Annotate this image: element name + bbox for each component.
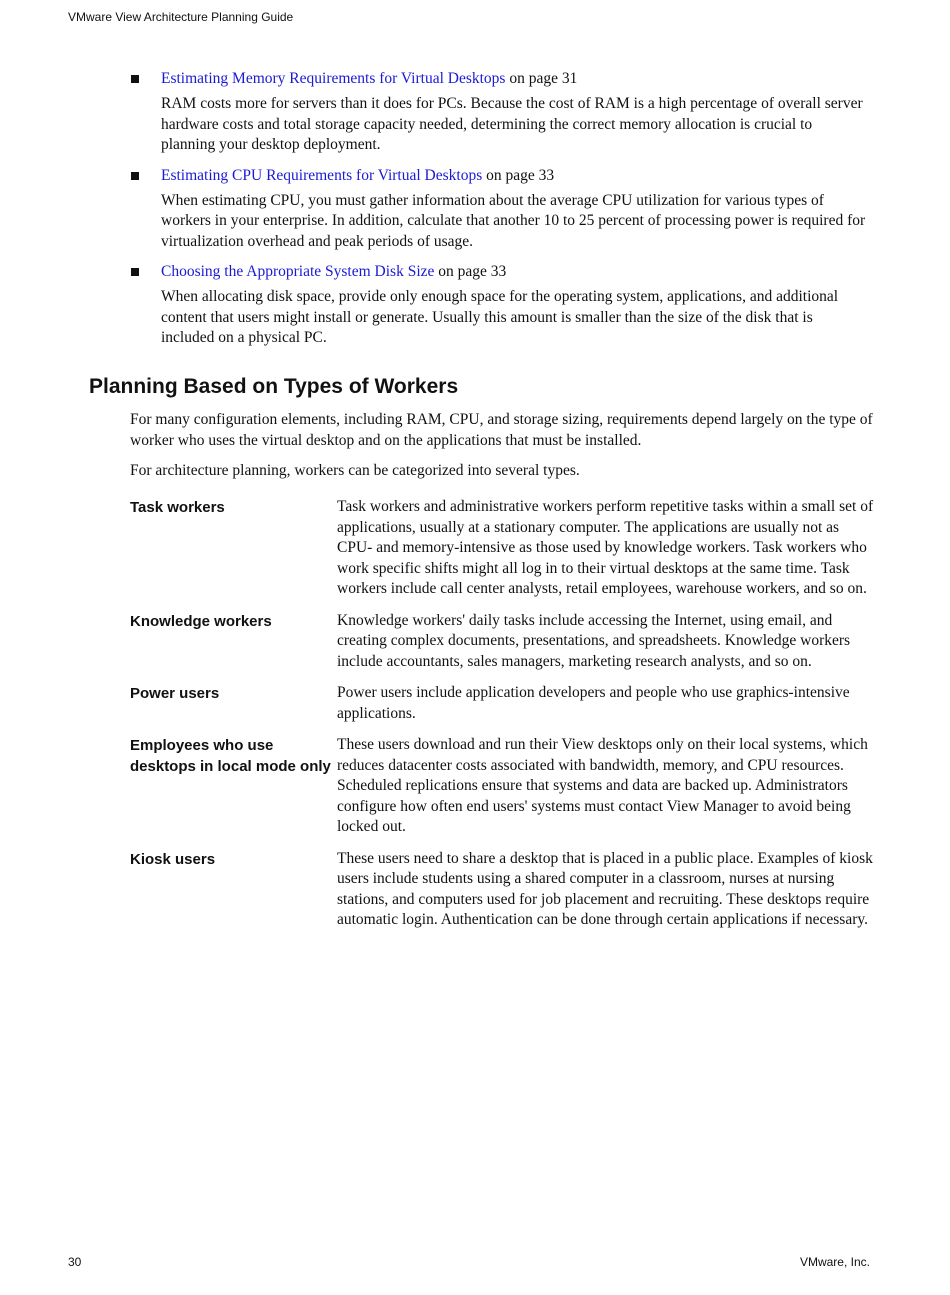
memory-requirements-link[interactable]: Estimating Memory Requirements for Virtual Desktops: [161, 70, 506, 87]
list-item: [128, 69, 868, 156]
worker-type-term: Knowledge workers: [130, 612, 272, 630]
list-item: [128, 166, 868, 253]
square-bullet-icon: [131, 268, 139, 276]
worker-type-definition: Knowledge workers' daily tasks include accessing the Internet, using email, and creating complex documents, presentations, and spreadsheets. Knowledge workers include accountants, sales managers, marketing research analysts, and so on.: [337, 611, 851, 670]
worker-type-term: Task workers: [130, 499, 225, 516]
worker-type-term: Employees who use desktops in local mode only: [130, 737, 331, 775]
footer-company: VMware, Inc.: [799, 1255, 870, 1269]
page-reference: on page 33: [482, 166, 555, 184]
page-number: 30: [68, 1255, 82, 1269]
list-item: [128, 262, 868, 349]
worker-type-row: [130, 735, 875, 838]
section-intro: [130, 410, 875, 492]
worker-type-row: [130, 611, 875, 673]
worker-types-table: [130, 497, 875, 942]
list-item-heading: [161, 166, 868, 186]
page-reference: on page 31: [505, 70, 578, 87]
list-item-heading: [161, 262, 868, 282]
worker-type-row: [130, 849, 875, 931]
list-item-heading: [161, 69, 868, 89]
system-disk-size-link[interactable]: Choosing the Appropriate System Disk Size: [161, 263, 435, 280]
worker-type-definition: Power users include application developers and people who use graphics-intensive applications.: [337, 684, 850, 722]
running-header: VMware View Architecture Planning Guide: [68, 10, 294, 24]
intro-paragraph: For architecture planning, workers can be categorized into several types.: [130, 462, 580, 479]
worker-type-row: [130, 497, 875, 600]
page-reference: on page 33: [434, 263, 507, 280]
worker-type-definition: Task workers and administrative workers perform repetitive tasks within a small set of applications, usually at a stationary computer. The applications are usually not as CPU- and memory-intensive as those used by knowledge workers. Task workers who work specific shifts might all log in to their virtual desktops at the same time. Task workers include call center analysts, retail employees, warehouse workers, and so on.: [337, 498, 874, 597]
list-item-description: RAM costs more for servers than it does for PCs. Because the cost of RAM is a high percentage of overall server hardware costs and total storage capacity needed, determining the correct memory allocation is crucial to planning your desktop deployment.: [161, 95, 863, 153]
worker-type-term: Power users: [130, 685, 220, 702]
cross-reference-list: [128, 69, 868, 359]
intro-paragraph: For many configuration elements, including RAM, CPU, and storage sizing, requirements depend largely on the type of worker who uses the virtual desktop and on the applications that must be installed.: [130, 411, 873, 449]
worker-type-definition: These users need to share a desktop that is placed in a public place. Examples of kiosk users include students using a shared computer in a classroom, nurses at nursing stations, and computers used for job placement and recruiting. These desktops require automatic login. Authentication can be done through certain applications if necessary.: [337, 849, 873, 928]
cpu-requirements-link[interactable]: Estimating CPU Requirements for Virtual Desktops: [161, 166, 483, 184]
square-bullet-icon: [131, 172, 139, 180]
worker-type-term: Kiosk users: [130, 850, 216, 868]
square-bullet-icon: [131, 75, 139, 83]
list-item-description: When allocating disk space, provide only enough space for the operating system, applications, and additional content that users might install or generate. Usually this amount is smaller than the size of the disk that is included on a physical PC.: [161, 288, 839, 346]
list-item-description: When estimating CPU, you must gather information about the average CPU utilization for various types of workers in your enterprise. In addition, calculate that another 10 to 25 percent of processing power is required for virtualization overhead and peak periods of usage.: [161, 191, 866, 250]
worker-type-row: [130, 683, 875, 724]
worker-type-definition: These users download and run their View desktops only on their local systems, which reduces datacenter costs associated with bandwidth, memory, and CPU resources. Scheduled replications ensure that systems and data are backed up. Administrators configure how often end users' systems must contact View Manager to avoid being locked out.: [337, 736, 868, 835]
section-heading: Planning Based on Types of Workers: [89, 375, 459, 398]
